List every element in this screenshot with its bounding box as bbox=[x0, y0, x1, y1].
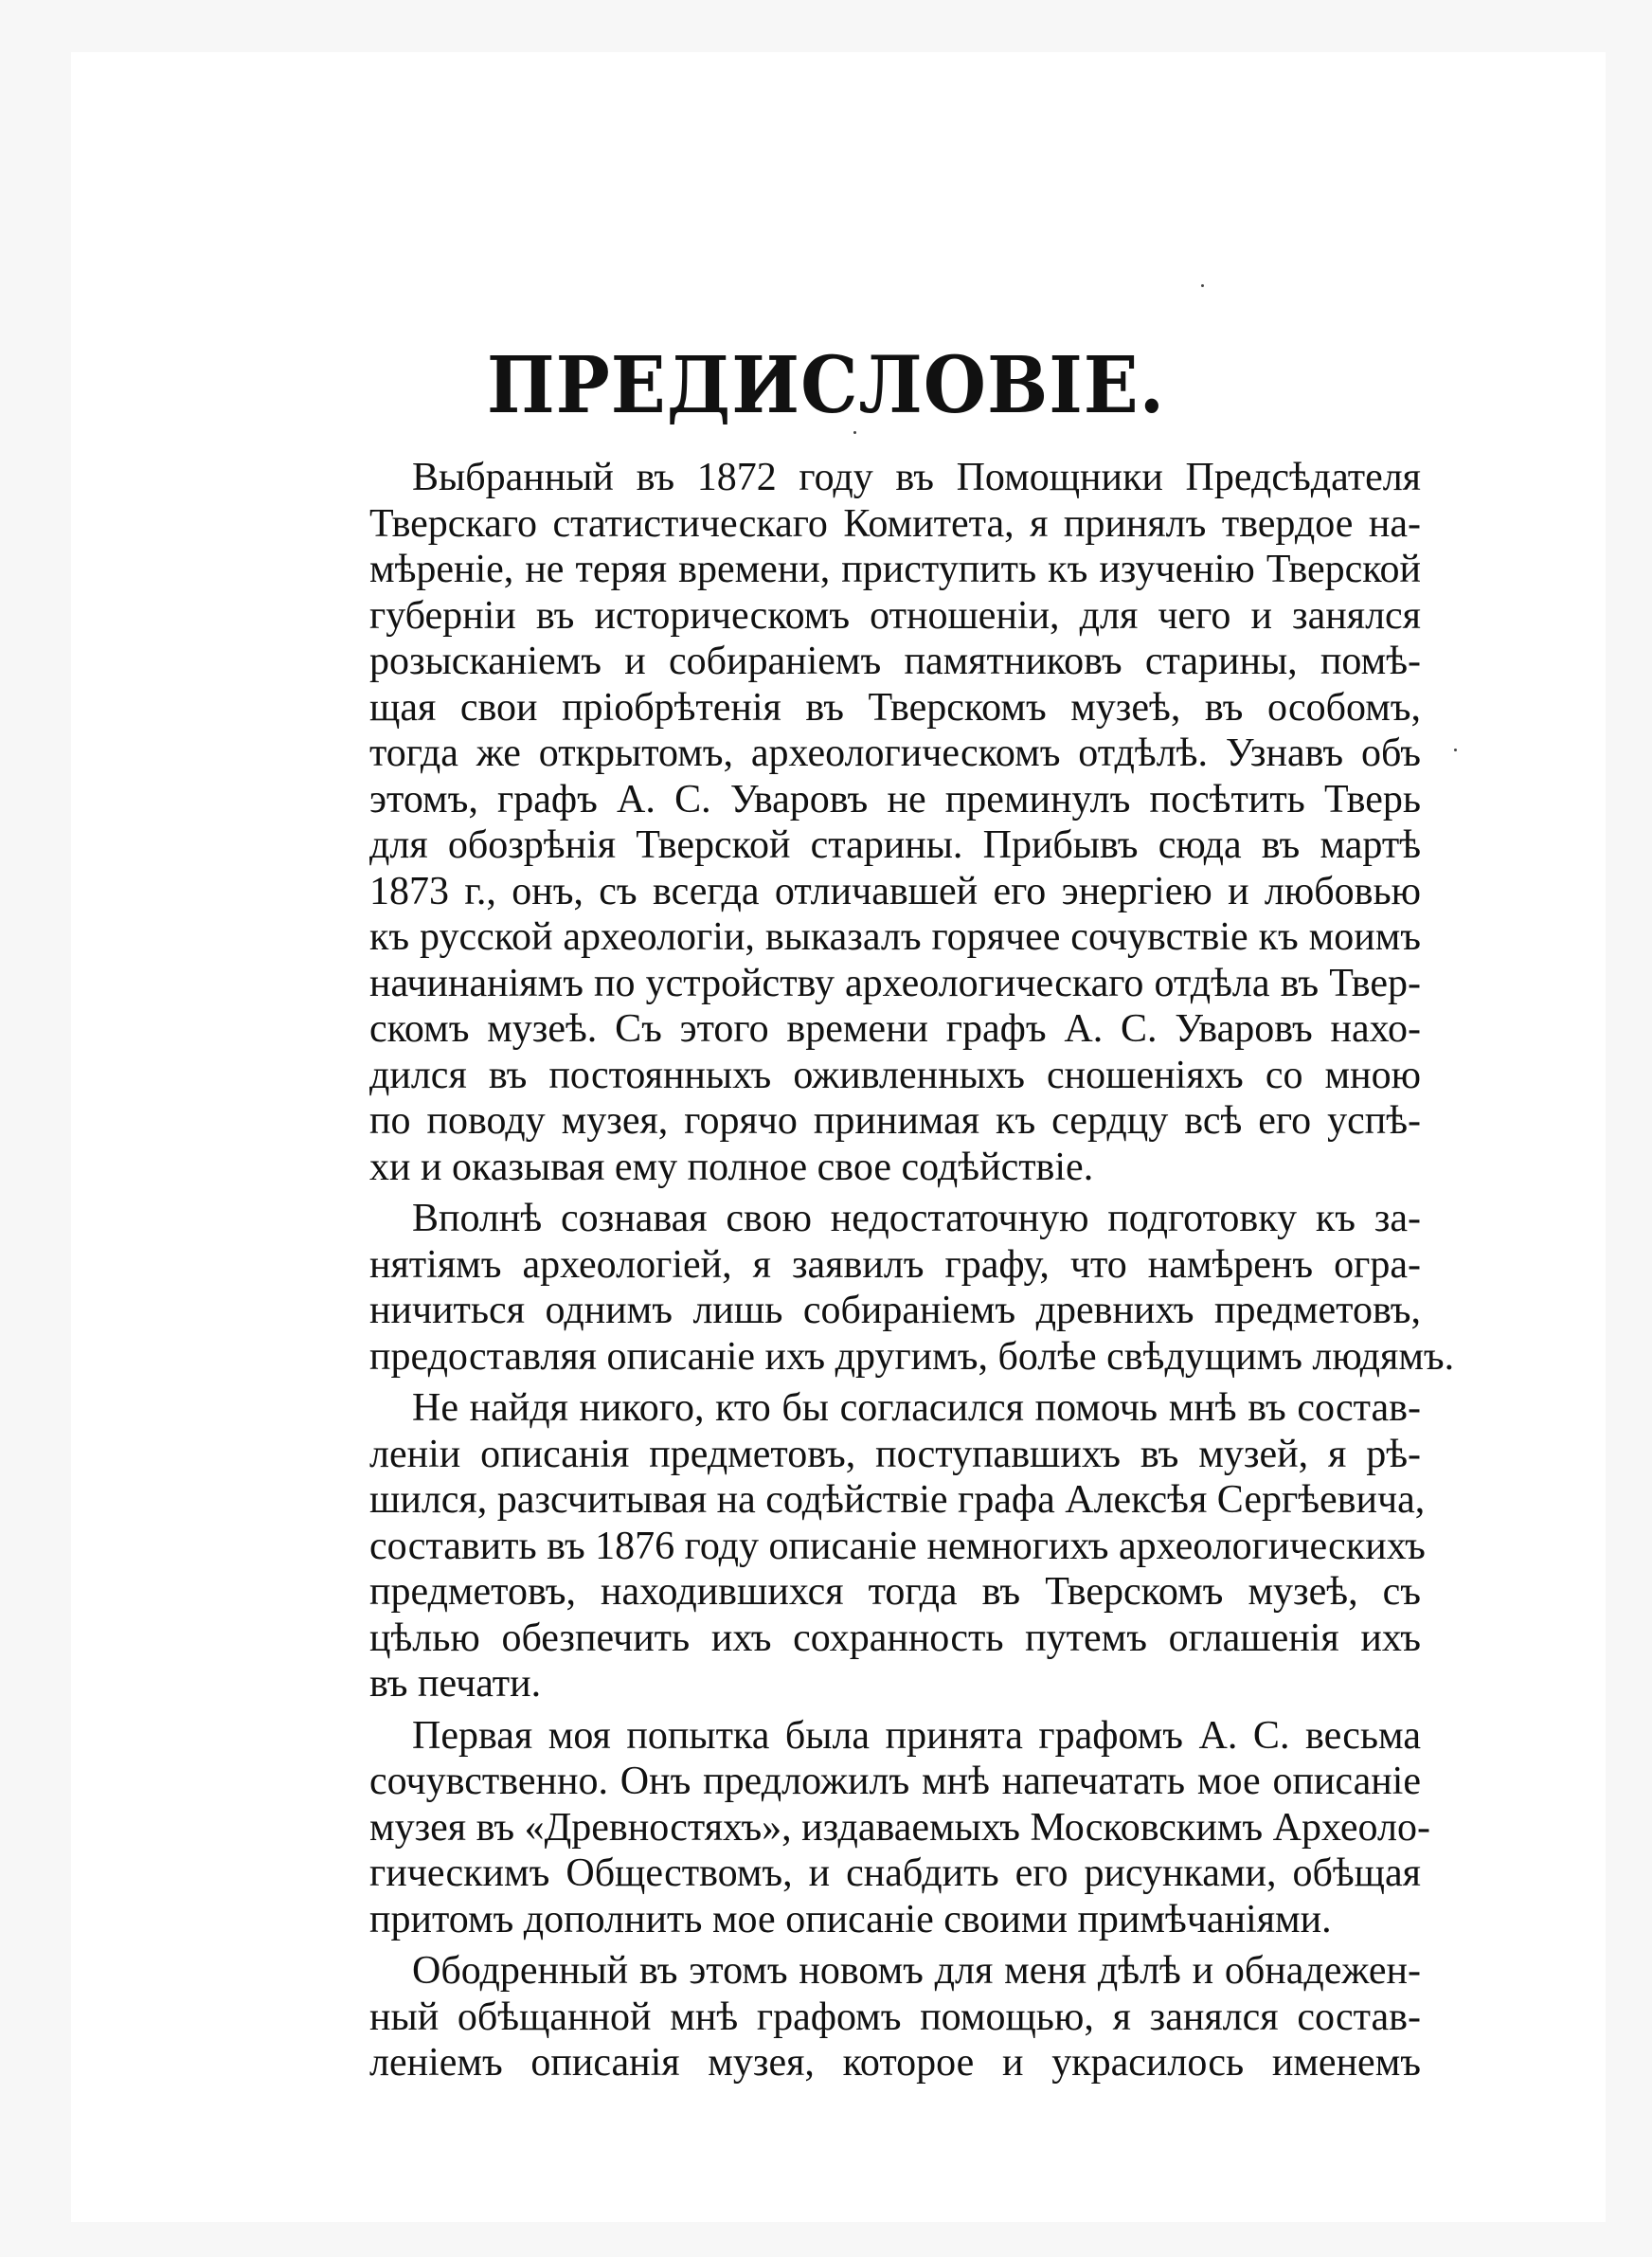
text-line: цѣлью обезпечить ихъ сохранность путемъ оглашенія ихъ bbox=[369, 1616, 1421, 1660]
text-line: Не найдя никого, кто бы согласился помочь мнѣ въ состав- bbox=[412, 1386, 1421, 1430]
text-line: шился, разсчитывая на содѣйствіе графа Алексѣя Сергѣевича, bbox=[369, 1478, 1426, 1522]
text-line: музея въ «Древностяхъ», издаваемыхъ Московскимъ Археоло- bbox=[369, 1805, 1430, 1850]
speck-mark bbox=[853, 431, 856, 434]
speck-mark bbox=[1454, 749, 1457, 751]
text-line: притомъ дополнить мое описаніе своими примѣчаніями. bbox=[369, 1897, 1332, 1941]
text-line: скомъ музеѣ. Съ этого времени графъ А. С. Уваровъ нахо- bbox=[369, 1007, 1421, 1051]
text-line: ный обѣщанной мнѣ графомъ помощью, я занялся состав- bbox=[369, 1995, 1421, 2039]
speck-mark bbox=[1201, 284, 1204, 287]
text-line: этомъ, графъ А. С. Уваровъ не преминулъ посѣтить Тверь bbox=[369, 777, 1421, 822]
text-line: предоставляя описаніе ихъ другимъ, болѣе свѣдущимъ людямъ. bbox=[369, 1334, 1455, 1379]
text-line: нятіямъ археологіей, я заявилъ графу, что намѣренъ огра- bbox=[369, 1242, 1421, 1287]
text-line: хи и оказывая ему полное свое содѣйствіе. bbox=[369, 1145, 1094, 1189]
text-line: Вполнѣ сознавая свою недостаточную подготовку къ за- bbox=[412, 1197, 1421, 1240]
text-line: 1873 г., онъ, съ всегда отличавшей его энергіею и любовью bbox=[369, 869, 1421, 913]
preface-text bbox=[327, 455, 1455, 2092]
text-line: щая свои пріобрѣтенія въ Тверскомъ музеѣ, въ особомъ, bbox=[369, 685, 1421, 730]
text-line: Тверскаго статистическаго Комитета, я принялъ твердое на- bbox=[369, 501, 1421, 546]
text-line: къ русской археологіи, выказалъ горячее сочувствіе къ моимъ bbox=[369, 915, 1421, 959]
text-line: ничиться однимъ лишь собираніемъ древнихъ предметовъ, bbox=[369, 1289, 1421, 1332]
paragraph bbox=[327, 1948, 1421, 2086]
text-line: Выбранный въ 1872 году въ Помощники Предсѣдателя bbox=[412, 456, 1421, 499]
text-line: сочувственно. Онъ предложилъ мнѣ напечатать мое описаніе bbox=[369, 1760, 1421, 1803]
text-line: розысканіемъ и собираніемъ памятниковъ старины, помѣ- bbox=[369, 640, 1421, 683]
text-line: въ печати. bbox=[369, 1662, 542, 1706]
text-line: Ободренный въ этомъ новомъ для меня дѣлѣ и обнадежен- bbox=[412, 1949, 1421, 1993]
text-line: по поводу музея, горячо принимая къ сердцу всѣ его успѣ- bbox=[369, 1099, 1421, 1143]
text-line: тогда же открытомъ, археологическомъ отдѣлѣ. Узнавъ объ bbox=[369, 731, 1421, 775]
paragraph bbox=[327, 455, 1421, 1190]
text-line: мѣреніе, не теряя времени, приступить къ изученію Тверской bbox=[369, 548, 1421, 591]
text-line: Первая моя попытка была принята графомъ А. С. весьма bbox=[412, 1713, 1421, 1758]
paragraph bbox=[327, 1713, 1430, 1943]
text-line: дился въ постоянныхъ оживленныхъ сношеніяхъ со мною bbox=[369, 1053, 1421, 1097]
paragraph bbox=[327, 1196, 1455, 1380]
text-line: для обозрѣнія Тверской старины. Прибывъ сюда въ мартѣ bbox=[369, 823, 1421, 867]
text-line: начинаніямъ по устройству археологическаго отдѣла въ Твер- bbox=[369, 961, 1421, 1005]
paragraph bbox=[327, 1385, 1426, 1707]
text-line: предметовъ, находившихся тогда въ Тверскомъ музеѣ, съ bbox=[369, 1570, 1421, 1614]
page-title: ПРЕДИСЛОВІЕ. bbox=[486, 339, 1166, 431]
text-line: губерніи въ историческомъ отношеніи, для чего и занялся bbox=[369, 593, 1421, 638]
text-line: составить въ 1876 году описаніе немногихъ археологическихъ bbox=[369, 1524, 1426, 1568]
text-line: леніи описанія предметовъ, поступавшихъ въ музей, я рѣ- bbox=[369, 1432, 1421, 1476]
text-line: леніемъ описанія музея, которое и украсилось именемъ bbox=[369, 2041, 1421, 2085]
text-line: гическимъ Обществомъ, и снабдить его рисунками, обѣщая bbox=[369, 1851, 1421, 1895]
